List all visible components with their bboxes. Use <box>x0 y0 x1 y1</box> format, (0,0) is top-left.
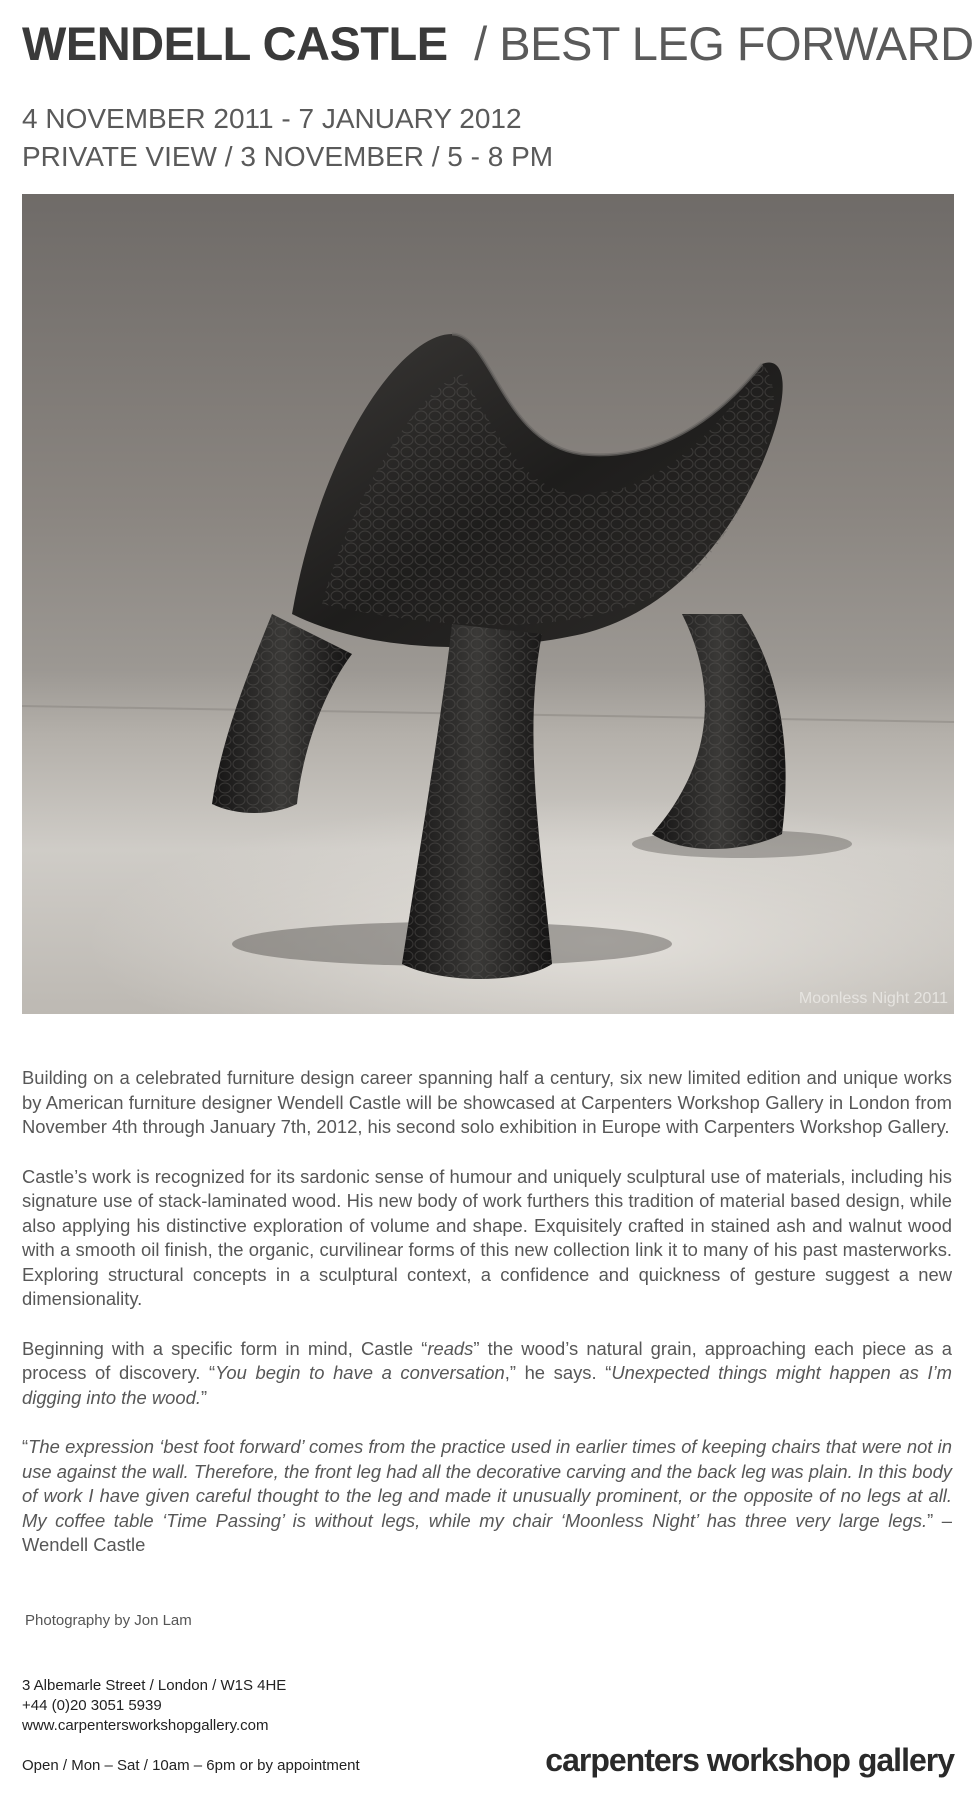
photo-credit: Photography by Jon Lam <box>25 1612 192 1629</box>
phone[interactable]: +44 (0)20 3051 5939 <box>22 1697 162 1714</box>
address: 3 Albemarle Street / London / W1S 4HE <box>22 1677 287 1694</box>
paragraph-2: Castle’s work is recognized for its sardonic sense of humour and uniquely sculptural use of materials, including his signature use of stack-laminated wood. His new body of work furthers this tradition of material based design, while also applying his distinctive exploration of volume and shape. Exquisitely crafted in stained ash and walnut wood with a smooth oil finish, the organic, curvilinear forms of this new collection link it to many of his past masterworks. Exploring structural concepts in a sculptural context, a confidence and quickness of gesture suggest a new dimensionality. <box>22 1165 952 1309</box>
date-range: 4 NOVEMBER 2011 - 7 JANUARY 2012 <box>22 103 522 134</box>
opening-hours: Open / Mon – Sat / 10am – 6pm or by appointment <box>22 1757 360 1774</box>
artist-name: WENDELL CASTLE <box>22 17 448 70</box>
paragraph-1: Building on a celebrated furniture design career spanning half a century, six new limited edition and unique works by American furniture designer Wendell Castle will be showcased at Carpenters Workshop Gallery in London from November 4th through January 7th, 2012, his second solo exhibition in Europe with Carpenters Workshop Gallery. <box>22 1067 952 1137</box>
chair-sculpture-illustration <box>22 194 954 1014</box>
private-view: PRIVATE VIEW / 3 NOVEMBER / 5 - 8 PM <box>22 141 554 172</box>
website-link[interactable]: www.carpentersworkshopgallery.com <box>22 1717 269 1734</box>
photo-caption: Moonless Night 2011 <box>798 990 948 1007</box>
title-separator: / <box>474 17 487 70</box>
article-body <box>22 1066 952 1583</box>
artwork-photo <box>22 194 954 1014</box>
exhibition-name: BEST LEG FORWARD <box>499 17 974 70</box>
exhibition-title <box>22 16 974 72</box>
paragraph-3: Beginning with a specific form in mind, Castle “reads” the wood’s natural grain, approaching each piece as a process of discovery. “You begin to have a conversation,” he says. “Unexpected things might happen as I’m digging into the wood.” <box>22 1337 952 1408</box>
paragraph-4-quote: “The expression ‘best foot forward’ comes from the practice used in earlier times of keeping chairs that were not in use against the wall. Therefore, the front leg had all the decorative carving and the back leg was plain. In this body of work I have given careful thought to the leg and made it unusually prominent, or the opposite of no legs at all. My coffee table ‘Time Passing’ is without legs, while my chair ‘Moonless Night’ has three very large legs.” –Wendell Castle <box>22 1436 952 1555</box>
contact-info <box>22 1676 286 1736</box>
exhibition-dates <box>22 100 553 176</box>
gallery-logo: carpenters workshop gallery <box>545 1742 954 1778</box>
